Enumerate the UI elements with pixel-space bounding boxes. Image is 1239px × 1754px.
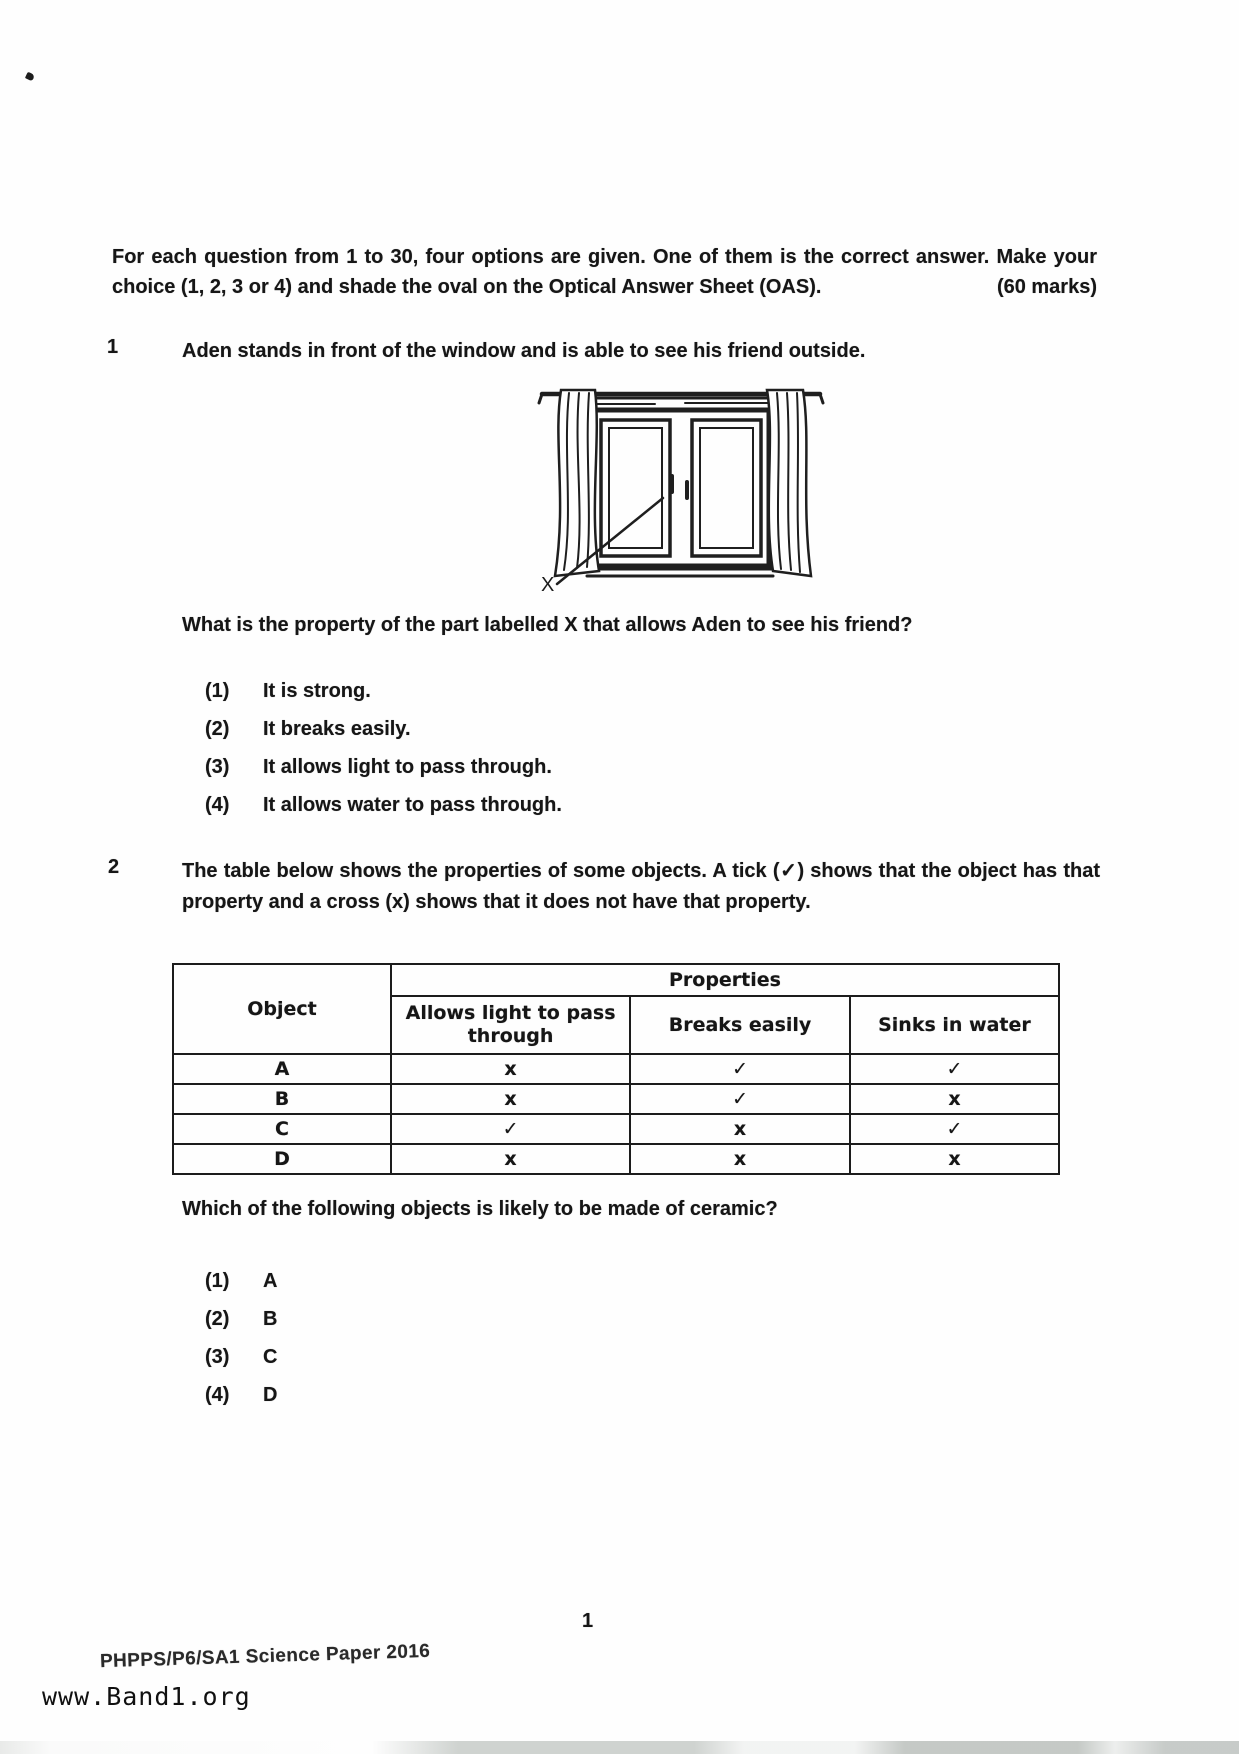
question-2-text: Which of the following objects is likely to be made of ceramic? — [182, 1198, 778, 1220]
option-number: (3) — [205, 755, 230, 778]
option-text: A — [263, 1269, 278, 1292]
figure-label-x: X — [541, 574, 555, 594]
header-col-sinks: Sinks in water — [850, 996, 1059, 1054]
row-object: A — [173, 1054, 391, 1084]
cell-value: x — [391, 1084, 630, 1114]
option-row — [205, 1338, 277, 1376]
marks-label: (60 marks) — [996, 276, 1097, 298]
header-properties: Properties — [391, 964, 1059, 996]
scan-edge-bar — [0, 1741, 1239, 1754]
option-row — [205, 672, 562, 710]
window-sill — [581, 568, 777, 576]
option-row — [205, 748, 562, 786]
option-text: It is strong. — [263, 679, 371, 702]
window-latch — [672, 476, 687, 498]
curtain-left — [555, 390, 599, 576]
option-row — [205, 786, 562, 824]
cell-value: x — [391, 1144, 630, 1174]
window-frame — [593, 410, 769, 566]
page-number: 1 — [582, 1610, 594, 1632]
option-number: (4) — [205, 1383, 230, 1406]
properties-table — [172, 963, 1060, 1175]
question-1-text: What is the property of the part labelled X that allows Aden to see his friend? — [182, 614, 913, 636]
cell-value: x — [630, 1114, 850, 1144]
option-text: C — [263, 1345, 278, 1368]
option-row — [205, 710, 562, 748]
scan-speck — [25, 72, 35, 82]
option-number: (1) — [205, 679, 230, 702]
cell-value: ✓ — [630, 1054, 850, 1084]
option-row — [205, 1262, 277, 1300]
properties-table-wrap — [172, 963, 1060, 1175]
row-object: D — [173, 1144, 391, 1174]
question-1-stem: Aden stands in front of the window and is able to see his friend outside. — [182, 340, 866, 362]
option-row — [205, 1300, 277, 1338]
header-col-light: Allows light to pass through — [391, 996, 630, 1054]
cell-value: x — [391, 1054, 630, 1084]
option-number: (2) — [205, 1307, 230, 1330]
cell-value: ✓ — [391, 1114, 630, 1144]
row-object: B — [173, 1084, 391, 1114]
paper-reference: PHPPS/P6/SA1 Science Paper 2016 — [99, 1640, 431, 1673]
option-number: (4) — [205, 793, 230, 816]
curtain-right — [767, 390, 811, 576]
instructions-paragraph — [112, 242, 1097, 302]
table-header-row-1 — [173, 964, 1059, 996]
question-1-options — [205, 672, 562, 824]
option-row — [205, 1376, 277, 1414]
option-text: It allows water to pass through. — [263, 793, 562, 816]
cell-value: ✓ — [850, 1114, 1059, 1144]
question-2-number: 2 — [108, 856, 120, 878]
option-text: It breaks easily. — [263, 717, 411, 740]
table-row — [173, 1054, 1059, 1084]
question-2-stem: The table below shows the properties of some objects. A tick (✓) shows that the object has that property and a cross (x) shows that it does not have that property. — [182, 860, 1100, 913]
window-illustration-svg — [535, 380, 830, 594]
cell-value: ✓ — [850, 1054, 1059, 1084]
table-row — [173, 1144, 1059, 1174]
header-object: Object — [173, 964, 391, 1054]
option-text: It allows light to pass through. — [263, 755, 552, 778]
cell-value: x — [850, 1144, 1059, 1174]
instructions-text: For each question from 1 to 30, four options are given. One of them is the correct answer. Make your choice (1, 2, 3 or 4) and shade the oval on the Optical Answer Sheet (OAS). — [112, 246, 1097, 298]
option-text: D — [263, 1383, 278, 1406]
cell-value: ✓ — [630, 1084, 850, 1114]
table-row — [173, 1084, 1059, 1114]
cell-value: x — [630, 1144, 850, 1174]
option-number: (1) — [205, 1269, 230, 1292]
question-1-number: 1 — [107, 336, 119, 358]
header-col-breaks: Breaks easily — [630, 996, 850, 1054]
question-2-options — [205, 1262, 277, 1414]
table-row — [173, 1114, 1059, 1144]
row-object: C — [173, 1114, 391, 1144]
option-number: (2) — [205, 717, 230, 740]
watermark-url: www.Band1.org — [42, 1682, 251, 1711]
cell-value: x — [850, 1084, 1059, 1114]
window-illustration — [535, 380, 830, 594]
option-number: (3) — [205, 1345, 230, 1368]
option-text: B — [263, 1307, 278, 1330]
